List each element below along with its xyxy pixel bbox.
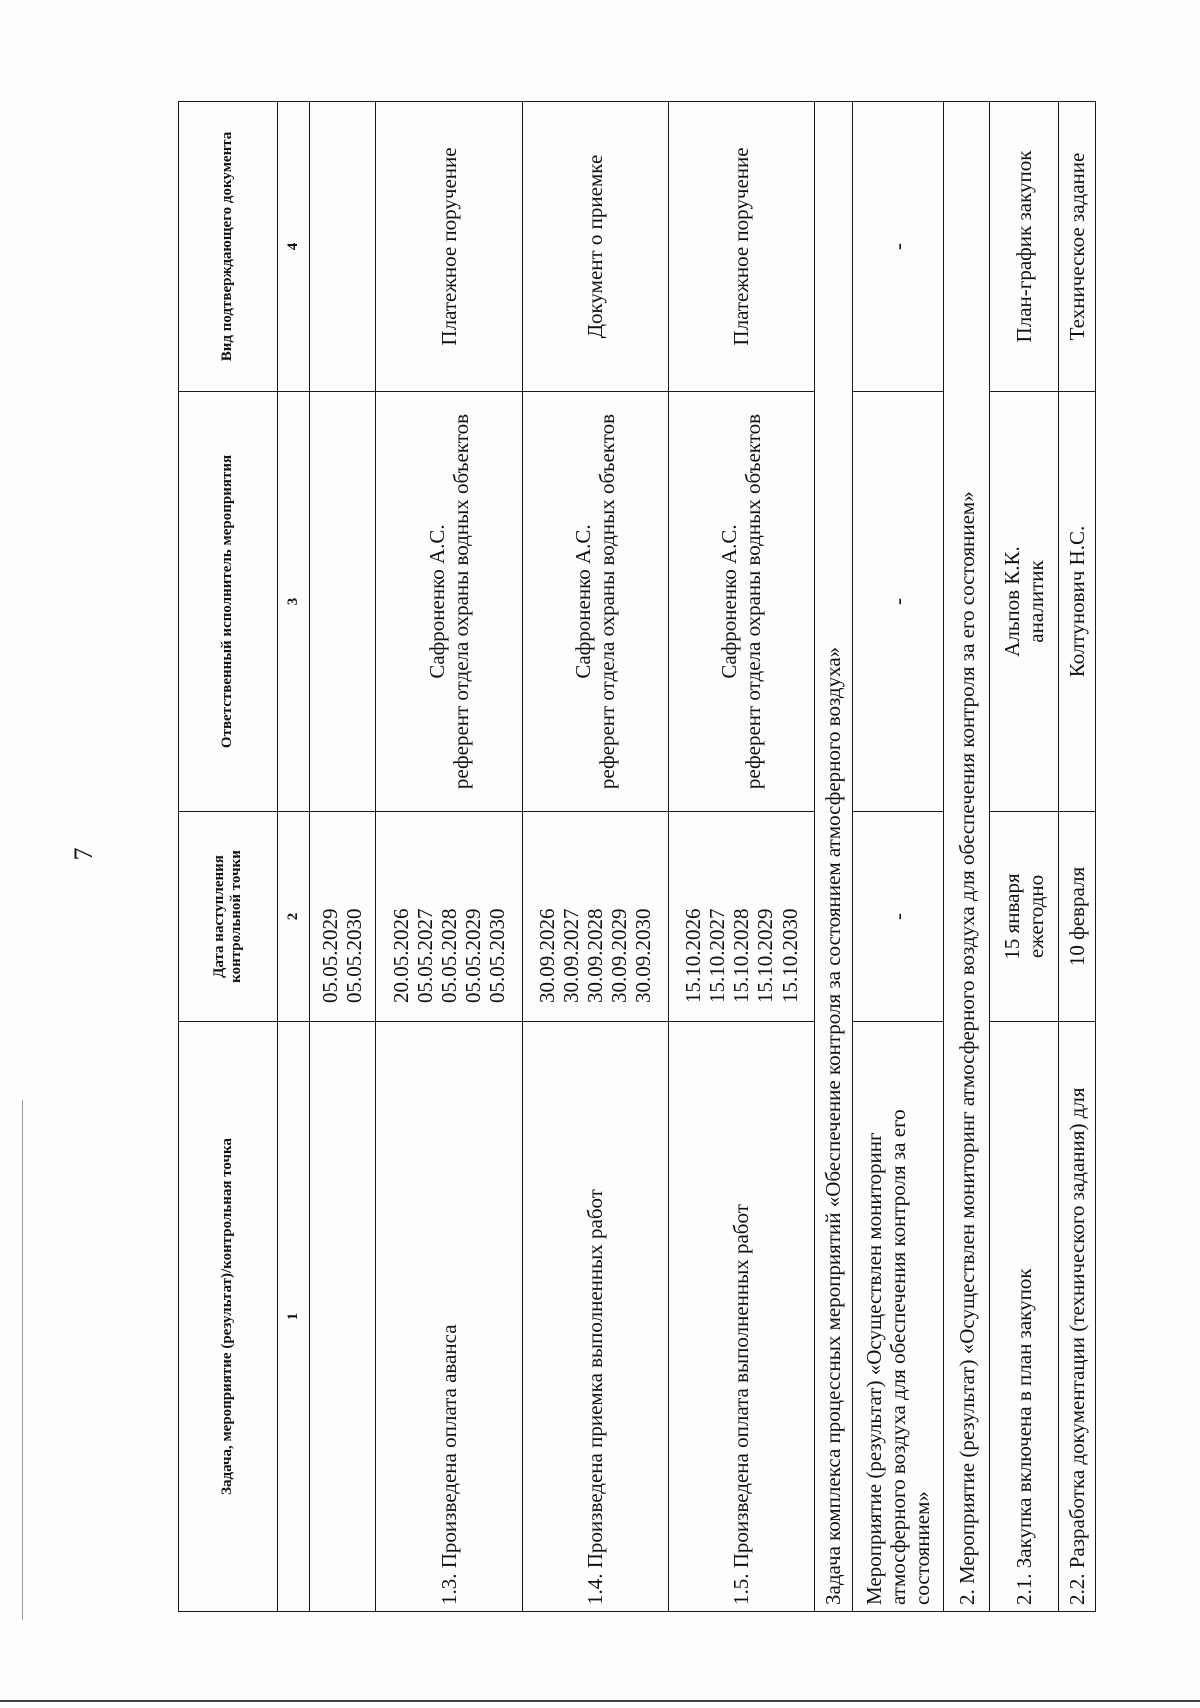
cell-executor: Сафроненко А.С. референт отдела охраны водных объектов xyxy=(668,392,814,812)
cell-dates: 30.09.2026 30.09.2027 30.09.2028 30.09.2029 30.09.2030 xyxy=(522,812,668,1022)
table-row xyxy=(376,102,522,1612)
page-number: 7 xyxy=(69,847,98,861)
column-numbers-row xyxy=(278,102,309,1612)
table-row xyxy=(668,102,814,1612)
task-span-cell: Задача комплекса процессных мероприятий «Обеспечение контроля за состоянием атмосферного воздуха» xyxy=(814,102,852,1612)
cell-dates: 10 февраля xyxy=(1059,812,1096,1022)
header-document: Вид подтверждающего документа xyxy=(179,102,278,392)
header-task: Задача, мероприятие (результат)/контрольная точка xyxy=(179,1022,278,1612)
cell-task: 1.3. Произведена оплата аванса xyxy=(376,1022,522,1612)
cell-task: 1.4. Произведена приемка выполненных работ xyxy=(522,1022,668,1612)
header-executor: Ответственный исполнитель мероприятия xyxy=(179,392,278,812)
cell-executor: Сафроненко А.С. референт отдела охраны водных объектов xyxy=(522,392,668,812)
cell-executor: Сафроненко А.С. референт отдела охраны водных объектов xyxy=(376,392,522,812)
table-row xyxy=(990,102,1059,1612)
table-header-row xyxy=(179,102,278,1612)
cell-task: 2.2. Разработка документации (технического задания) для xyxy=(1059,1022,1096,1612)
table-row xyxy=(852,102,944,1612)
cell-document: Техническое задание xyxy=(1059,102,1096,392)
cell-document: Платежное поручение xyxy=(668,102,814,392)
cell-dates: 20.05.2026 05.05.2027 05.05.2028 05.05.2029 05.05.2030 xyxy=(376,812,522,1022)
cell-executor: - xyxy=(852,392,944,812)
cell-dates: 15 января ежегодно xyxy=(990,812,1059,1022)
cell-task: 1.5. Произведена оплата выполненных работ xyxy=(668,1022,814,1612)
header-date: Дата наступления контрольной точки xyxy=(179,812,278,1022)
cell-dates: 05.05.2029 05.05.2030 xyxy=(309,812,376,1022)
rotated-page-content xyxy=(178,102,1096,1612)
cell-executor: Альпов К.К. аналитик xyxy=(990,392,1059,812)
cell-task xyxy=(309,1022,376,1612)
col-number: 2 xyxy=(278,812,309,1022)
table-row xyxy=(309,102,376,1612)
cell-executor xyxy=(309,392,376,812)
col-number: 3 xyxy=(278,392,309,812)
cell-executor: Колтунович Н.С. xyxy=(1059,392,1096,812)
table-row xyxy=(1059,102,1096,1612)
cell-document: План-график закупок xyxy=(990,102,1059,392)
cell-document xyxy=(309,102,376,392)
cell-dates: 15.10.2026 15.10.2027 15.10.2028 15.10.2029 15.10.2030 xyxy=(668,812,814,1022)
cell-document: Платежное поручение xyxy=(376,102,522,392)
measure-span-cell: 2. Мероприятие (результат) «Осуществлен мониторинг атмосферного воздуха для обеспечения контроля за его состоянием» xyxy=(944,102,990,1612)
cell-document: - xyxy=(852,102,944,392)
cell-dates: - xyxy=(852,812,944,1022)
scan-left-edge-mark xyxy=(22,1100,23,1620)
cell-task: Мероприятие (результат) «Осуществлен мониторинг атмосферного воздуха для обеспечения контроля за его состоянием» xyxy=(852,1022,944,1612)
control-points-table xyxy=(178,101,1096,1612)
scan-bottom-edge xyxy=(0,1700,1200,1702)
cell-document: Документ о приемке xyxy=(522,102,668,392)
measure-span-row xyxy=(944,102,990,1612)
col-number: 1 xyxy=(278,1022,309,1612)
task-span-row xyxy=(814,102,852,1612)
cell-task: 2.1. Закупка включена в план закупок xyxy=(990,1022,1059,1612)
col-number: 4 xyxy=(278,102,309,392)
table-row xyxy=(522,102,668,1612)
